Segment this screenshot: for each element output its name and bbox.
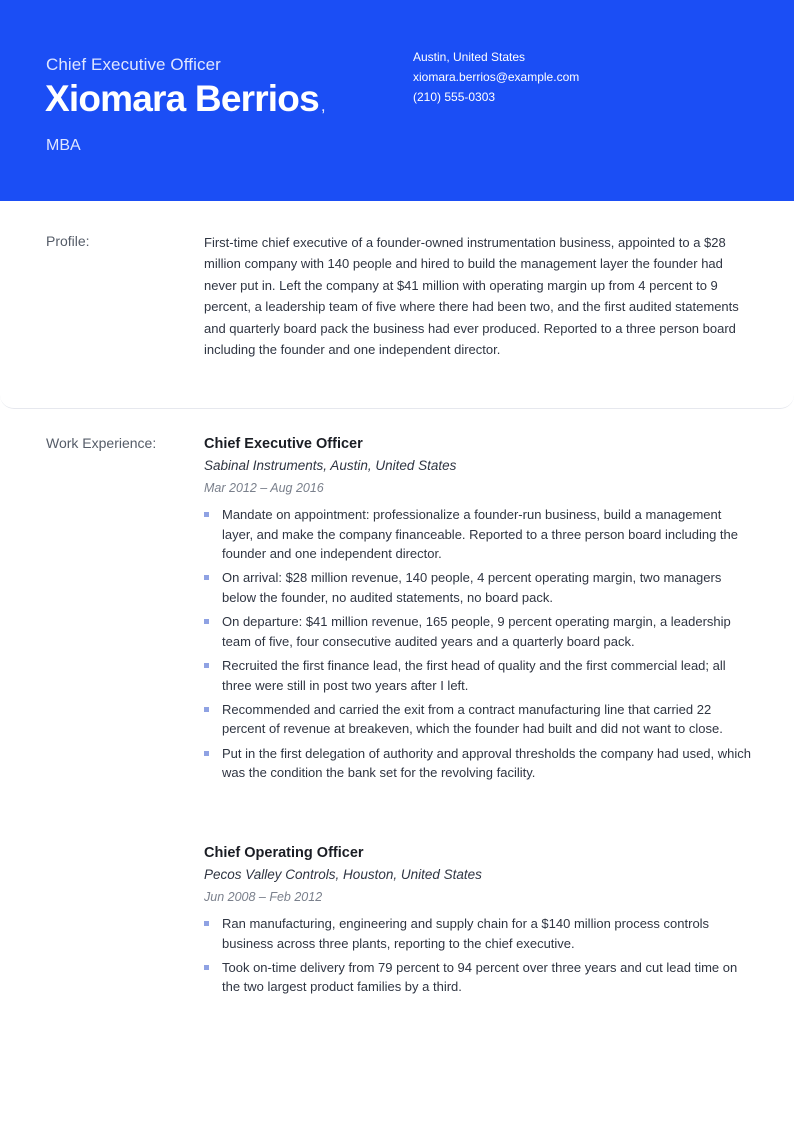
profile-label: Profile: — [46, 233, 90, 249]
name-line — [45, 78, 326, 120]
profile-section — [0, 201, 794, 409]
bullet-icon — [204, 575, 209, 580]
bullet-item — [204, 568, 752, 607]
phone[interactable]: (210) 555-0303 — [413, 90, 496, 104]
bullet-item — [204, 700, 752, 739]
bullet-icon — [204, 751, 209, 756]
credential: MBA — [46, 137, 81, 154]
job-entry — [204, 842, 752, 1002]
email[interactable]: xiomara.berrios@example.com — [413, 70, 580, 84]
work-experience-label: Work Experience: — [46, 435, 157, 451]
bullet-item — [204, 958, 752, 997]
bullet-text: On arrival: $28 million revenue, 140 people, 4 percent operating margin, two managers below the founder, no audited statements, no board pack. — [222, 570, 722, 605]
job-dates: Jun 2008 – Feb 2012 — [204, 890, 323, 904]
resume-header — [0, 0, 794, 201]
bullet-item — [204, 744, 752, 783]
job-company: Sabinal Instruments, Austin, United States — [204, 458, 457, 473]
bullet-item — [204, 612, 752, 651]
job-entry — [204, 433, 752, 787]
job-bullets — [204, 505, 752, 783]
job-company: Pecos Valley Controls, Houston, United States — [204, 867, 482, 882]
bullet-icon — [204, 663, 209, 668]
bullet-item — [204, 505, 752, 564]
bullet-icon — [204, 921, 209, 926]
bullet-text: Took on-time delivery from 79 percent to 94 percent over three years and cut lead time on the two largest product families by a third. — [222, 959, 738, 995]
candidate-name: Xiomara Berrios — [45, 78, 319, 119]
job-dates: Mar 2012 – Aug 2016 — [204, 481, 324, 495]
contact-info — [413, 47, 579, 107]
bullet-item — [204, 914, 752, 953]
bullet-text: Put in the first delegation of authority and approval thresholds the company had used, which was the condition the bank set for the revolving facility. — [222, 745, 751, 781]
job-bullets — [204, 914, 752, 997]
bullet-text: Recommended and carried the exit from a contract manufacturing line that carried 22 percent of revenue at breakeven, which the founder had built and did not want to close. — [222, 701, 723, 737]
location: Austin, United States — [413, 50, 526, 64]
bullet-icon — [204, 619, 209, 624]
bullet-icon — [204, 512, 209, 517]
bullet-text: Ran manufacturing, engineering and supply chain for a $140 million process controls business across three plants, reporting to the chief executive. — [222, 916, 710, 951]
bullet-text: Mandate on appointment: professionalize a founder-run business, build a management layer, and make the company financeable. Reported to a three person board including the founder and one independent director. — [222, 507, 739, 562]
bullet-icon — [204, 965, 209, 970]
bullet-item — [204, 656, 752, 695]
job-role: Chief Operating Officer — [204, 845, 364, 861]
bullet-icon — [204, 707, 209, 712]
name-suffix: , — [320, 96, 326, 115]
bullet-text: Recruited the first finance lead, the first head of quality and the first commercial lead; all three were still in post two years after I left. — [222, 657, 726, 693]
bullet-text: On departure: $41 million revenue, 165 people, 9 percent operating margin, a leadership team of five, four consecutive audited years and a quarterly board pack. — [222, 614, 731, 649]
profile-text: First-time chief executive of a founder-owned instrumentation business, appointed to a $28 million company with 140 people and hired to build the management layer the founder had never put in. Left the company at $41 million with operating margin up from 4 percent to 9 percent, a leadership team of five where there had been two, and the first audited statements and quarterly board pack the business had ever produced. Reported to a three person board including the founder and one independent director. — [204, 235, 739, 358]
job-title: Chief Executive Officer — [46, 55, 221, 74]
job-role: Chief Executive Officer — [204, 436, 363, 452]
